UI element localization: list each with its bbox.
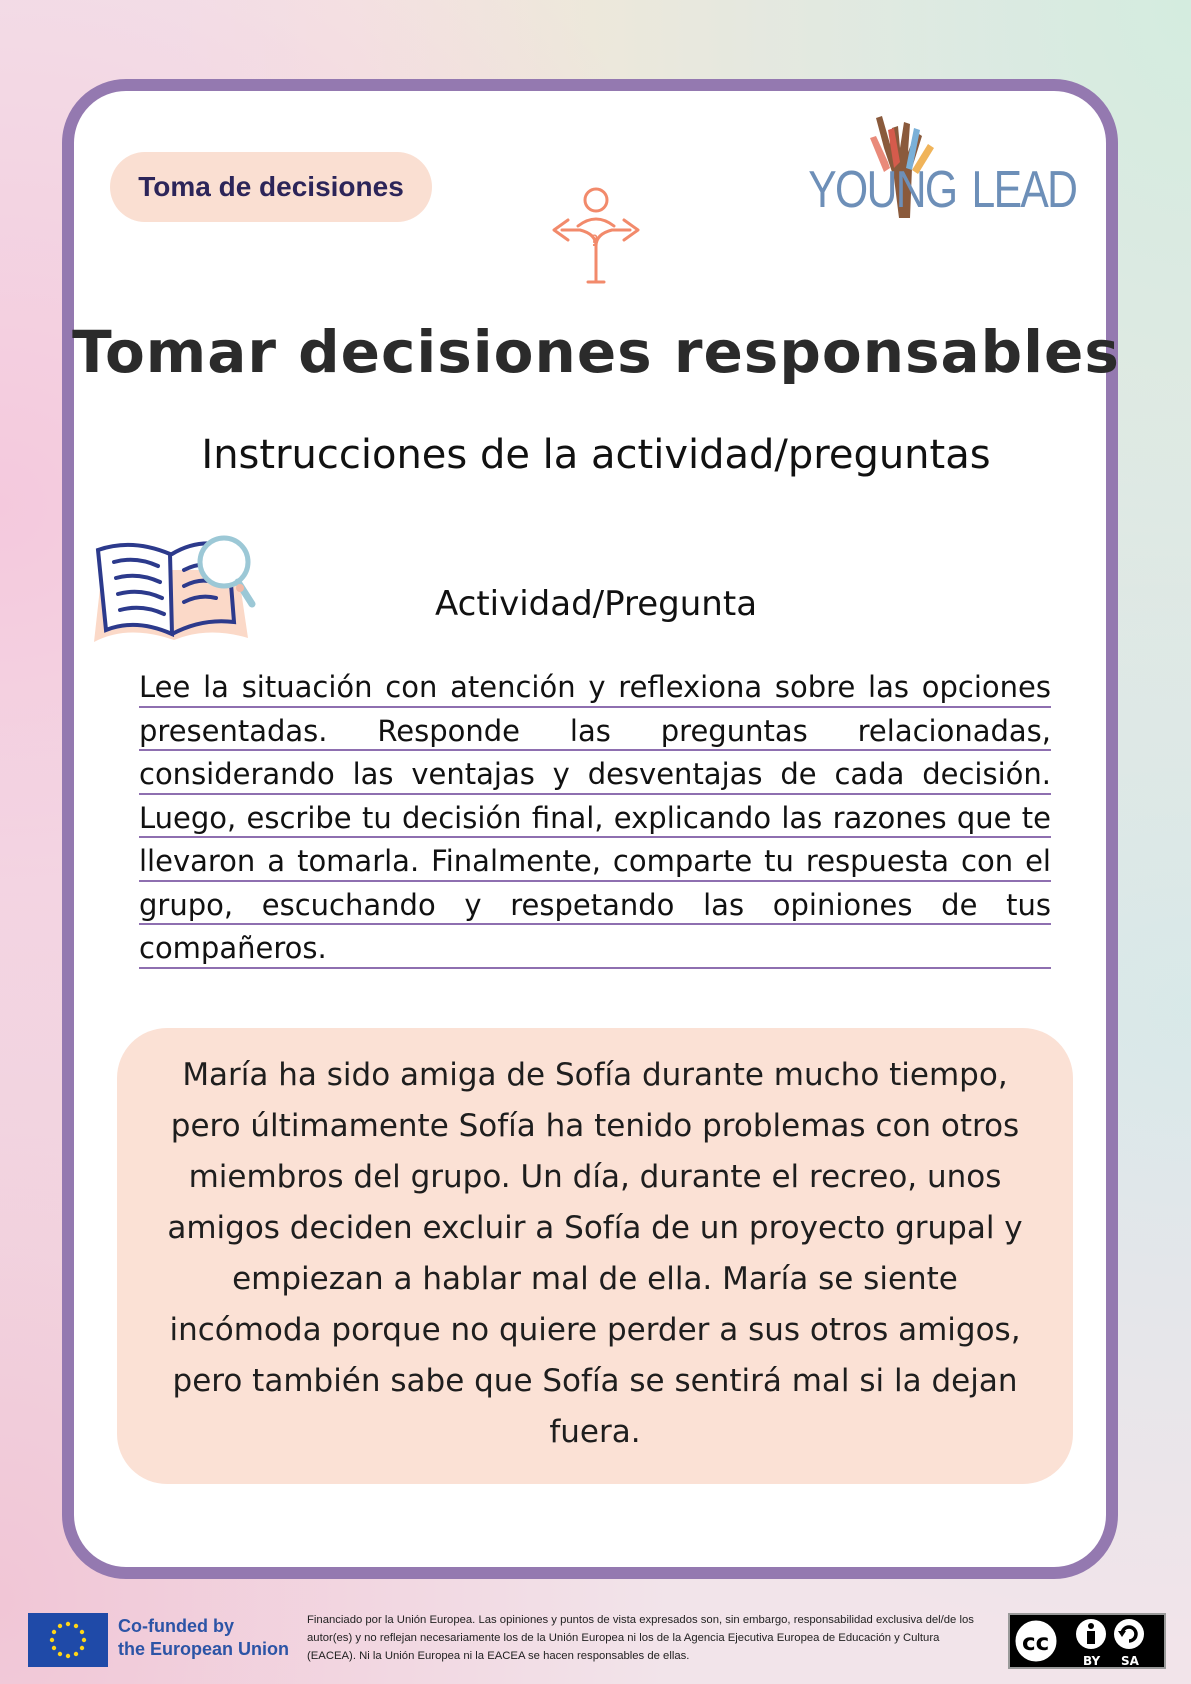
eu-line-1: Co-funded by — [118, 1616, 234, 1636]
eu-cofunded-label — [118, 1615, 298, 1661]
scenario-text: María ha sido amiga de Sofía durante mucho tiempo, pero últimamente Sofía ha tenido problemas con otros miembros del grupo. Un día, durante el recreo, unos amigos deciden excluir a Sofía de un proyecto grupal y empiezan a hablar mal de ella. María se siente incómoda porque no quiere perder a sus otros amigos, pero también sabe que Sofía se sentirá mal si la dejan fuera. — [167, 1057, 1023, 1450]
page-title: Tomar decisiones responsables — [72, 318, 1120, 386]
scenario-box — [117, 1028, 1073, 1484]
svg-text:?: ? — [590, 231, 599, 250]
cc-sa-label: SA — [1121, 1654, 1139, 1668]
category-tag-label: Toma de decisiones — [138, 171, 404, 202]
cc-by-label: BY — [1083, 1654, 1101, 1668]
creative-commons-icon — [1008, 1613, 1166, 1669]
funding-disclaimer: Financiado por la Unión Europea. Las opiniones y puntos de vista expresados son, sin embargo, responsabilidad exclusiva del/de los autor(es) y no reflejan necesariamente los de la Unión Europea ni los de la Agencia Ejecutiva Europea de Educación y Cultura (EACEA). Ni la Unión Europea ni la EACEA se hacen responsables de ellas. — [307, 1614, 974, 1662]
eu-line-2: the European Union — [118, 1639, 289, 1659]
activity-heading: Actividad/Pregunta — [434, 584, 758, 624]
decision-arrows-icon — [540, 186, 652, 286]
category-tag — [110, 152, 432, 222]
activity-instructions: Lee la situación con atención y reflexiona sobre las opciones presentadas. Responde las preguntas relacionadas, considerando las ventajas y desventajas de cada decisión. Luego, escribe tu decisión final, explicando las razones que te llevaron a tomarla. Finalmente, comparte tu respuesta con el grupo, escuchando y respetando las opiniones de tus compañeros. — [139, 670, 1051, 965]
page-subtitle: Instrucciones de la actividad/preguntas — [201, 432, 991, 478]
young-lead-logo — [808, 108, 1077, 220]
logo-word-lead: LEAD — [971, 161, 1077, 219]
logo-word-young: YOUNG — [808, 161, 957, 219]
eu-flag-icon — [28, 1613, 108, 1667]
cc-symbol: cc — [1022, 1630, 1050, 1656]
